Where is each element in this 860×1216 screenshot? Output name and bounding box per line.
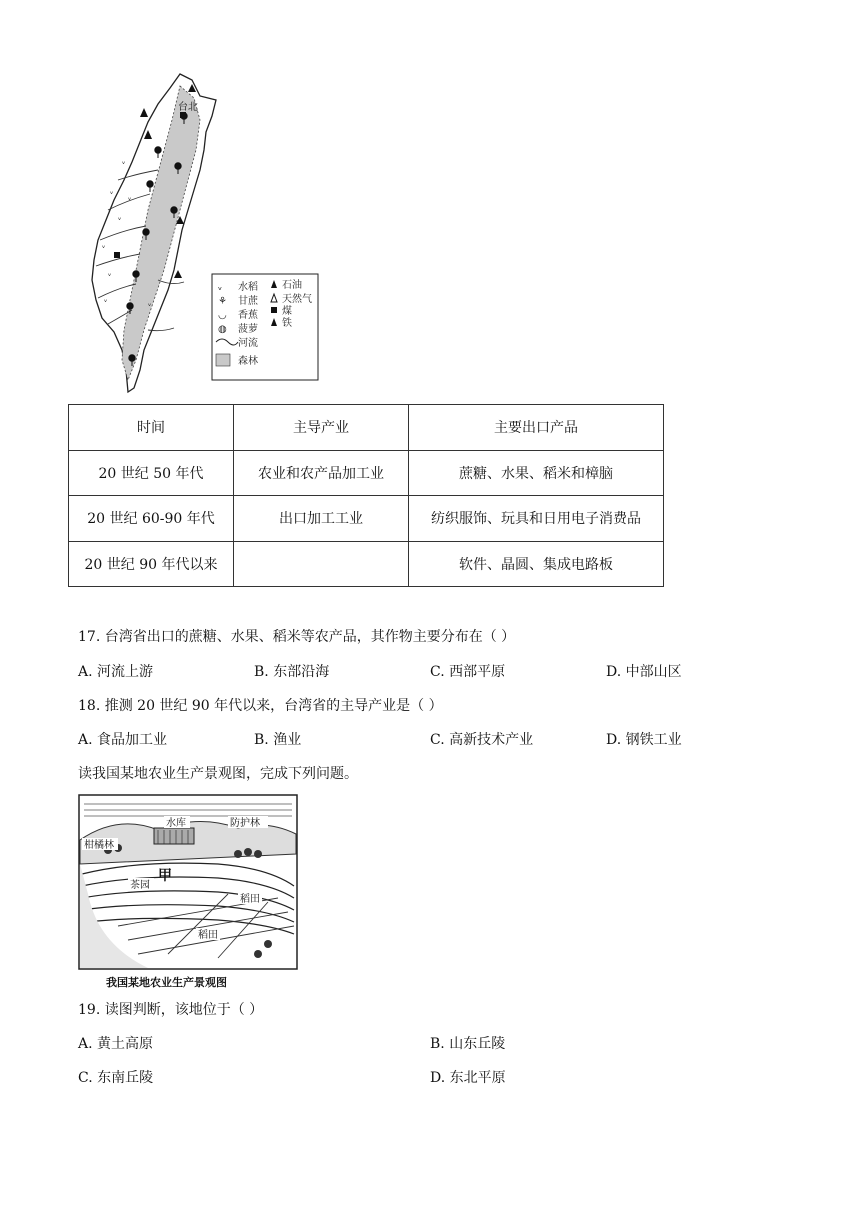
table-cell: 纺织服饰、玩具和日用电子消费品 (409, 496, 664, 542)
table-cell: 蔗糖、水果、稻米和樟脑 (409, 450, 664, 496)
label-paddy-2: 稻田 (198, 930, 218, 941)
city-label: 台北 (178, 102, 198, 113)
q17-option-a[interactable]: A. 河流上游 (78, 664, 154, 680)
table-cell: 农业和农产品加工业 (234, 450, 409, 496)
taiwan-map (88, 70, 320, 396)
table-row (69, 496, 664, 542)
legend-pineapple: 菠萝 (238, 324, 258, 335)
svg-text:ᵥ: ᵥ (122, 157, 126, 166)
question-17-stem: 17. 台湾省出口的蔗糖、水果、稻米等农产品，其作物主要分布在（ ） (78, 629, 516, 645)
svg-text:ᵥ: ᵥ (118, 213, 122, 222)
legend-rice: 水稻 (238, 282, 258, 293)
legend-forest: 森林 (238, 356, 258, 367)
table-row (69, 541, 664, 587)
svg-text:ᵥ: ᵥ (148, 299, 152, 308)
table-header: 主导产业 (234, 405, 409, 451)
svg-text:⚘: ⚘ (218, 296, 227, 307)
legend-banana: 香蕉 (238, 310, 258, 321)
q18-option-b[interactable]: B. 渔业 (254, 732, 302, 748)
question-18-stem: 18. 推测 20 世纪 90 年代以来，台湾省的主导产业是（ ） (78, 698, 443, 714)
table-cell: 20 世纪 50 年代 (69, 450, 234, 496)
svg-text:ᵥ: ᵥ (128, 193, 132, 202)
svg-text:◡: ◡ (218, 310, 227, 321)
legend-iron: 铁 (282, 318, 292, 329)
svg-text:ᵥ: ᵥ (102, 241, 106, 250)
table-cell: 20 世纪 60-90 年代 (69, 496, 234, 542)
svg-text:ᵥ: ᵥ (110, 187, 114, 196)
question-19-stem: 19. 读图判断，该地位于（ ） (78, 1002, 264, 1018)
scene-caption: 我国某地农业生产景观图 (106, 976, 227, 989)
legend-oil: 石油 (282, 280, 302, 291)
label-reservoir: 水库 (166, 818, 186, 829)
table-cell: 出口加工工业 (234, 496, 409, 542)
label-jia: 甲 (158, 868, 172, 884)
svg-text:ᵥ: ᵥ (218, 282, 223, 293)
q17-option-b[interactable]: B. 东部沿海 (254, 664, 330, 680)
q18-option-c[interactable]: C. 高新技术产业 (430, 732, 534, 748)
table-cell: 20 世纪 90 年代以来 (69, 541, 234, 587)
q18-option-d[interactable]: D. 钢铁工业 (606, 732, 682, 748)
q19-option-b[interactable]: B. 山东丘陵 (430, 1036, 506, 1052)
legend-coal: 煤 (282, 306, 292, 317)
section-intro: 读我国某地农业生产景观图，完成下列问题。 (78, 766, 358, 782)
farm-landscape-image (78, 794, 298, 990)
legend-river: 河流 (238, 338, 258, 349)
table-header-row (69, 405, 664, 451)
legend-gas: 天然气 (282, 294, 312, 305)
q19-option-c[interactable]: C. 东南丘陵 (78, 1070, 154, 1086)
q19-option-a[interactable]: A. 黄土高原 (78, 1036, 154, 1052)
table-row (69, 450, 664, 496)
table-header: 主要出口产品 (409, 405, 664, 451)
label-tea: 茶园 (130, 880, 150, 891)
q18-option-a[interactable]: A. 食品加工业 (78, 732, 168, 748)
table-header: 时间 (69, 405, 234, 451)
legend-sugarcane: 甘蔗 (238, 296, 258, 307)
table-cell: 软件、晶圆、集成电路板 (409, 541, 664, 587)
label-paddy-1: 稻田 (240, 894, 260, 905)
svg-text:ᵥ: ᵥ (104, 295, 108, 304)
svg-text:ᵥ: ᵥ (108, 269, 112, 278)
svg-text:◍: ◍ (218, 324, 227, 335)
q19-option-d[interactable]: D. 东北平原 (430, 1070, 506, 1086)
table-cell (234, 541, 409, 587)
industry-table (68, 404, 664, 587)
q17-option-c[interactable]: C. 西部平原 (430, 664, 506, 680)
q17-option-d[interactable]: D. 中部山区 (606, 664, 682, 680)
label-citrus: 柑橘林 (84, 840, 114, 851)
label-shelterbelt: 防护林 (230, 818, 260, 829)
